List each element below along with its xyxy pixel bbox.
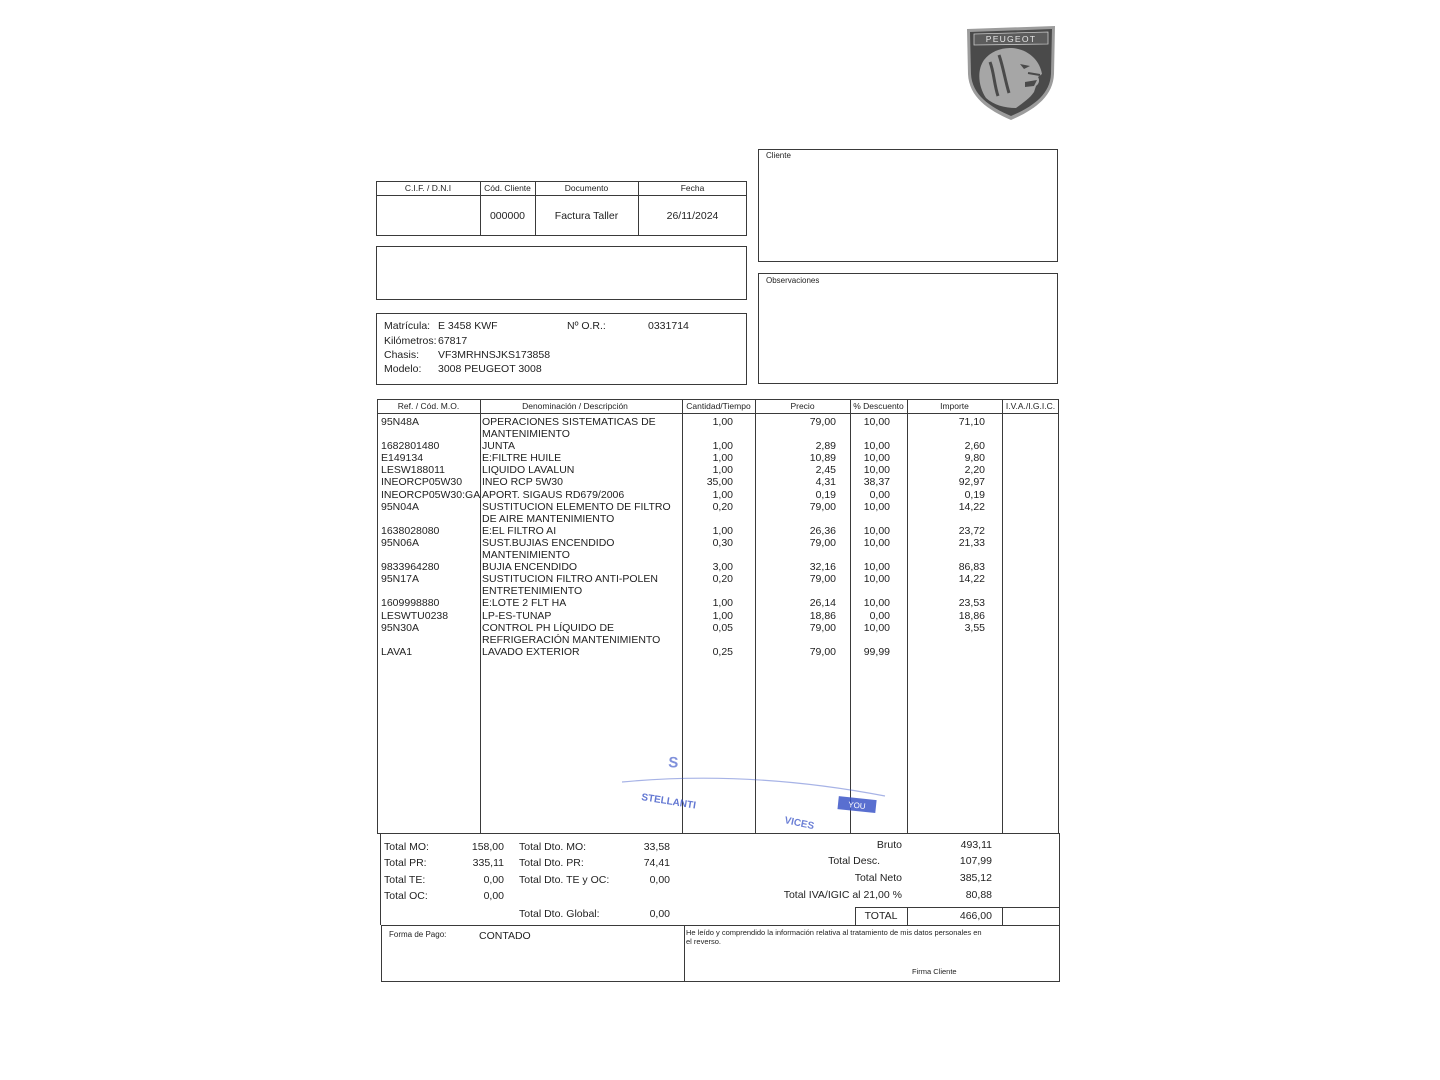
- repair-order-label: Nº O.R.:: [567, 320, 606, 332]
- divider: [380, 833, 381, 925]
- description: [480, 489, 682, 501]
- column-header: Precio: [790, 401, 815, 411]
- tax-cell: [1002, 476, 1059, 488]
- ref-code: 95N48A: [381, 416, 419, 428]
- company-stamp: [600, 730, 900, 850]
- description: [480, 537, 682, 561]
- table-row: [377, 416, 1059, 440]
- line-amount: 92,97: [958, 476, 985, 489]
- table-row: [377, 610, 1059, 622]
- table-row: [377, 573, 1059, 597]
- vehicle-box: [376, 313, 747, 385]
- total-te-label: Total TE:: [384, 874, 426, 886]
- tax-cell: [1002, 452, 1059, 464]
- date-header: Fecha: [680, 183, 705, 193]
- parts-discount: 74,41: [643, 857, 670, 869]
- description-line: ENTRETENIMIENTO: [482, 585, 583, 598]
- line-amount: 21,33: [958, 536, 985, 549]
- description-line: OPERACIONES SISTEMATICAS DE: [482, 416, 656, 428]
- description: [480, 452, 682, 464]
- description: [480, 622, 682, 646]
- discount-percent: 0,00: [869, 488, 890, 501]
- tax-label-group: [700, 889, 902, 901]
- column-header: Ref. / Cód. M.O.: [397, 401, 460, 411]
- table-row: [377, 489, 1059, 501]
- description: [480, 573, 682, 597]
- ref-code: LESW188011: [381, 464, 446, 477]
- description-line: LIQUIDO LAVALUN: [482, 464, 575, 477]
- line-amount: 18,86: [958, 609, 985, 622]
- chassis-value: VF3MRHNSJKS173858: [438, 349, 551, 361]
- description-line: DE AIRE MANTENIMIENTO: [482, 512, 615, 525]
- tax-amount: 80,88: [965, 889, 992, 901]
- tax-rate: 21,00: [863, 889, 890, 901]
- tax-cell: [1002, 597, 1059, 609]
- divider: [376, 195, 747, 196]
- line-amount: 23,53: [958, 597, 985, 610]
- table-row: [377, 646, 1059, 658]
- tax-cell: [1002, 537, 1059, 561]
- quantity: 0,20: [712, 500, 733, 513]
- description: [480, 501, 682, 525]
- quantity: 1,00: [712, 488, 733, 501]
- unit-price: 79,00: [809, 621, 836, 634]
- ref-code: 95N17A: [381, 573, 419, 586]
- unit-price: 10,89: [809, 452, 836, 465]
- table-row: [377, 501, 1059, 525]
- ref-code: LESWTU0238: [381, 609, 449, 622]
- tax-cell: [1002, 561, 1059, 573]
- ref-code: 95N04A: [381, 500, 419, 513]
- line-amount: 0,19: [964, 488, 985, 501]
- table-row: [377, 452, 1059, 464]
- total-labour: 158,00: [471, 841, 504, 853]
- document-type: Factura Taller: [554, 210, 619, 222]
- unit-price: 79,00: [809, 500, 836, 513]
- ref-code: 95N30A: [381, 621, 419, 634]
- global-discount: 0,00: [649, 908, 670, 920]
- discount-label: Total Desc.: [828, 855, 880, 867]
- grand-total-label: TOTAL: [864, 910, 898, 922]
- discount-percent: 38,37: [863, 476, 890, 489]
- description: [480, 416, 682, 440]
- labour-discount-label: Total Dto. MO:: [519, 841, 587, 853]
- description-line: JUNTA: [482, 440, 516, 453]
- column-header: Importe: [940, 401, 969, 411]
- description: [480, 464, 682, 476]
- km-label: Kilómetros:: [384, 335, 437, 347]
- discount-percent: 10,00: [863, 464, 890, 477]
- observations-box: [758, 273, 1058, 384]
- stamp-text: VICES: [783, 815, 816, 833]
- document-header: Documento: [564, 183, 609, 193]
- ref-code: 1609998880: [381, 597, 440, 610]
- invoice-date: 26/11/2024: [666, 210, 719, 222]
- description: [480, 561, 682, 573]
- discount-percent: 99,99: [863, 645, 890, 658]
- cif-header: C.I.F. / D.N.I: [404, 183, 452, 193]
- grand-total-amount: 466,00: [959, 910, 992, 922]
- plate-label: Matrícula:: [384, 320, 431, 332]
- tax-cell: [1002, 416, 1059, 440]
- quantity: 1,00: [712, 524, 733, 537]
- payment-label: Forma de Pago:: [389, 930, 447, 939]
- line-amount: 9,80: [964, 452, 985, 465]
- unit-price: 79,00: [809, 645, 836, 658]
- description: [480, 440, 682, 452]
- description: [480, 610, 682, 622]
- line-amount: 71,10: [958, 416, 985, 428]
- total-oc: 0,00: [483, 890, 504, 902]
- total-te: 0,00: [483, 874, 504, 886]
- total-labour-label: Total MO:: [384, 841, 429, 853]
- description: [480, 525, 682, 537]
- stamp-text: S: [667, 754, 679, 772]
- ref-code: INEORCP05W30:GA: [381, 488, 481, 501]
- quantity: 1,00: [712, 440, 733, 453]
- total-parts-label: Total PR:: [384, 857, 427, 869]
- customer-code-header: Cód. Cliente: [484, 183, 531, 193]
- discount-percent: 10,00: [863, 416, 890, 428]
- description-line: APORT. SIGAUS RD679/2006: [482, 488, 625, 501]
- model-value: 3008 PEUGEOT 3008: [438, 363, 542, 375]
- logo-wordmark: PEUGEOT: [985, 34, 1037, 45]
- column-header: Cantidad/Tiempo: [686, 401, 751, 411]
- ref-code: 1638028080: [381, 524, 440, 537]
- total-oc-label: Total OC:: [384, 890, 428, 902]
- discount-percent: 10,00: [863, 597, 890, 610]
- tax-cell: [1002, 573, 1059, 597]
- description-line: REFRIGERACIÓN MANTENIMIENTO: [482, 633, 661, 646]
- labour-discount: 33,58: [643, 841, 670, 853]
- ref-code: 95N06A: [381, 536, 419, 549]
- table-row: [377, 537, 1059, 561]
- quantity: 35,00: [706, 476, 733, 489]
- net-label: Total Neto: [854, 872, 902, 884]
- unit-price: 79,00: [809, 536, 836, 549]
- client-label: Cliente: [766, 151, 791, 160]
- invoice-lines: [377, 416, 1059, 658]
- unit-price: 0,19: [815, 488, 836, 501]
- discount-percent: 10,00: [863, 561, 890, 574]
- description-line: BUJIA ENCENDIDO: [482, 561, 578, 574]
- address-box: [376, 246, 747, 300]
- stamp-text: YOU: [847, 800, 867, 811]
- description-line: SUSTITUCION FILTRO ANTI-POLEN: [482, 573, 658, 586]
- unit-price: 79,00: [809, 416, 836, 428]
- description-line: CONTROL PH LÍQUIDO DE: [482, 621, 615, 634]
- description-line: E:FILTRE HUILE: [482, 452, 562, 465]
- gross-label: Bruto: [876, 839, 902, 851]
- quantity: 0,20: [712, 573, 733, 586]
- observations-label: Observaciones: [766, 276, 820, 285]
- privacy-notice-line: el reverso.: [686, 937, 722, 946]
- tax-cell: [1002, 464, 1059, 476]
- quantity: 1,00: [712, 464, 733, 477]
- parts-discount-label: Total Dto. PR:: [519, 857, 584, 869]
- description-line: INEO RCP 5W30: [482, 476, 563, 489]
- stamp-text: STELLANTI: [640, 792, 697, 812]
- column-header: % Descuento: [853, 401, 904, 411]
- line-amount: 3,55: [964, 621, 985, 634]
- repair-order-value: 0331714: [648, 320, 689, 332]
- unit-price: 18,86: [809, 609, 836, 622]
- quantity: 0,30: [712, 536, 733, 549]
- plate-value: E 3458 KWF: [438, 320, 498, 332]
- discount-percent: 0,00: [869, 609, 890, 622]
- divider: [1002, 907, 1003, 926]
- quantity: 1,00: [712, 597, 733, 610]
- model-label: Modelo:: [384, 363, 422, 375]
- ref-code: E149134: [381, 452, 424, 465]
- privacy-notice-line: He leído y comprendido la información relativa al tratamiento de mis datos personales en: [686, 928, 982, 937]
- quantity: 3,00: [712, 561, 733, 574]
- unit-price: 79,00: [809, 573, 836, 586]
- line-amount: 14,22: [958, 573, 985, 586]
- discount-percent: 10,00: [863, 440, 890, 453]
- quantity: 1,00: [712, 452, 733, 465]
- discount-percent: 10,00: [863, 573, 890, 586]
- ref-code: 1682801480: [381, 440, 440, 453]
- discount-percent: 10,00: [863, 452, 890, 465]
- tax-label: Total IVA/IGIC al: [783, 889, 861, 901]
- client-box: [758, 149, 1058, 262]
- km-value: 67817: [438, 335, 468, 347]
- table-row: [377, 597, 1059, 609]
- discount-percent: 10,00: [863, 536, 890, 549]
- unit-price: 4,31: [815, 476, 836, 489]
- total-parts: 335,11: [472, 857, 504, 869]
- te-oc-discount-label: Total Dto. TE y OC:: [519, 874, 610, 886]
- description: [480, 476, 682, 488]
- unit-price: 32,16: [809, 561, 836, 574]
- tax-cell: [1002, 622, 1059, 646]
- line-amount: 2,60: [964, 440, 985, 453]
- quantity: 0,05: [712, 621, 733, 634]
- tax-cell: [1002, 646, 1059, 658]
- discount-amount: 107,99: [959, 855, 992, 867]
- table-row: [377, 476, 1059, 488]
- ref-code: INEORCP05W30: [381, 476, 463, 489]
- discount-percent: 10,00: [863, 524, 890, 537]
- line-amount: 2,20: [964, 464, 985, 477]
- chassis-label: Chasis:: [384, 349, 420, 361]
- column-header: I.V.A./I.G.I.C.: [1005, 401, 1056, 411]
- column-header: Denominación / Descripción: [522, 401, 628, 411]
- net-amount: 385,12: [959, 872, 992, 884]
- payment-method: CONTADO: [479, 930, 531, 942]
- line-amount: 86,83: [958, 561, 985, 574]
- table-row: [377, 525, 1059, 537]
- table-row: [377, 464, 1059, 476]
- description-line: SUSTITUCION ELEMENTO DE FILTRO: [482, 500, 671, 513]
- quantity: 1,00: [712, 609, 733, 622]
- description-line: MANTENIMIENTO: [482, 549, 570, 562]
- ref-code: 9833964280: [381, 561, 440, 574]
- unit-price: 2,89: [815, 440, 836, 453]
- divider: [684, 925, 685, 982]
- te-oc-discount: 0,00: [649, 874, 670, 886]
- description-line: LP-ES-TUNAP: [482, 609, 552, 622]
- tax-cell: [1002, 525, 1059, 537]
- line-amount: [907, 646, 1002, 658]
- description-line: MANTENIMIENTO: [482, 428, 570, 441]
- quantity: 0,25: [712, 645, 733, 658]
- peugeot-logo: [964, 22, 1058, 122]
- tax-cell: [1002, 440, 1059, 452]
- unit-price: 26,14: [809, 597, 836, 610]
- unit-price: 2,45: [815, 464, 836, 477]
- description-line: E:LOTE 2 FLT HA: [482, 597, 567, 610]
- discount-percent: 10,00: [863, 621, 890, 634]
- tax-cell: [1002, 610, 1059, 622]
- unit-price: 26,36: [809, 524, 836, 537]
- line-amount: 23,72: [958, 524, 985, 537]
- quantity: 1,00: [712, 416, 733, 428]
- ref-code: LAVA1: [381, 645, 413, 658]
- description: [480, 597, 682, 609]
- table-row: [377, 622, 1059, 646]
- description-line: E:EL FILTRO AI: [482, 524, 557, 537]
- table-row: [377, 561, 1059, 573]
- customer-code: 000000: [489, 210, 526, 222]
- table-row: [377, 440, 1059, 452]
- tax-cell: [1002, 489, 1059, 501]
- gross-amount: 493,11: [960, 839, 992, 851]
- description-line: LAVADO EXTERIOR: [482, 645, 580, 658]
- global-discount-label: Total Dto. Global:: [519, 908, 600, 920]
- tax-cell: [1002, 501, 1059, 525]
- description-line: SUST.BUJIAS ENCENDIDO: [482, 536, 615, 549]
- signature-label: Firma Cliente: [912, 967, 957, 976]
- description: [480, 646, 682, 658]
- line-amount: 14,22: [958, 500, 985, 513]
- discount-percent: 10,00: [863, 500, 890, 513]
- tax-percent-sign: %: [892, 889, 902, 901]
